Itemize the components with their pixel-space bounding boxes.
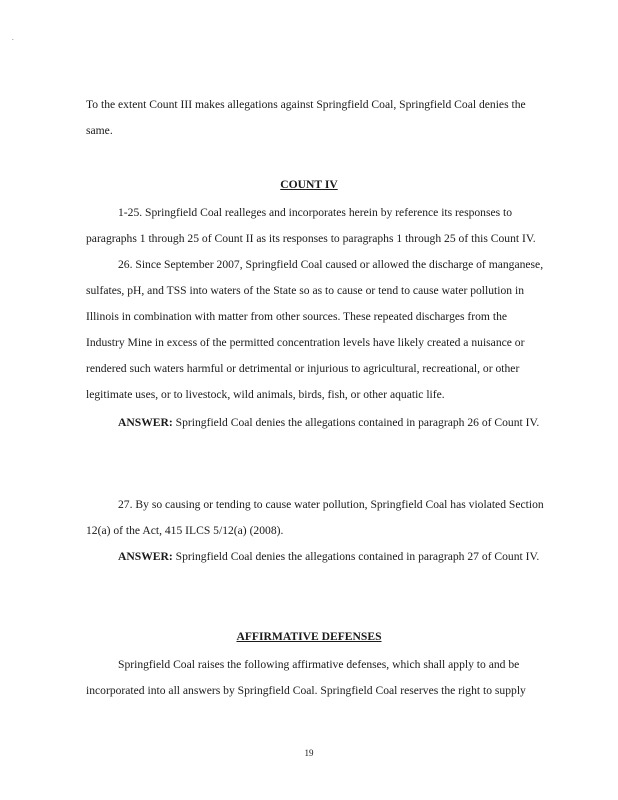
- count-iii-denial-paragraph: To the extent Count III makes allegations against Springfield Coal, Springfield Coal denies the same.: [86, 98, 526, 137]
- answer-text: Springfield Coal denies the allegations contained in paragraph 26 of Count IV.: [172, 416, 540, 429]
- answer-text: Springfield Coal denies the allegations contained in paragraph 27 of Count IV.: [172, 550, 540, 563]
- page-number: 19: [304, 748, 314, 758]
- paragraph-1-25: 1-25. Springfield Coal realleges and incorporates herein by reference its responses to paragraphs 1 through 25 of Count II as its responses to paragraphs 1 through 25 of this Count IV.: [86, 206, 536, 245]
- scan-artifact: .: [12, 34, 14, 42]
- affirmative-defenses-heading: AFFIRMATIVE DEFENSES: [236, 630, 382, 643]
- affirmative-defenses-intro: Springfield Coal raises the following affirmative defenses, which shall apply to and be incorporated into all answers by Springfield Coal. Springfield Coal reserves the right to supply: [86, 658, 526, 697]
- answer-label: ANSWER:: [118, 550, 173, 563]
- answer-26-paragraph: [86, 410, 546, 436]
- answer-label: ANSWER:: [118, 416, 173, 429]
- answer-27-paragraph: [86, 544, 546, 570]
- paragraph-26: 26. Since September 2007, Springfield Coal caused or allowed the discharge of manganese, sulfates, pH, and TSS into waters of the State so as to cause or tend to cause water pollution in Illinois in combination with matter from other sources. These repeated discharges from the Industry Mine in excess of the permitted concentration levels have likely created a nuisance or rendered such waters harmful or detrimental or injurious to agricultural, recreational, or other legitimate uses, or to livestock, wild animals, birds, fish, or other aquatic life.: [86, 258, 544, 401]
- paragraph-27: 27. By so causing or tending to cause water pollution, Springfield Coal has violated Section 12(a) of the Act, 415 ILCS 5/12(a) (2008).: [86, 498, 544, 537]
- count-iv-heading: COUNT IV: [280, 178, 338, 191]
